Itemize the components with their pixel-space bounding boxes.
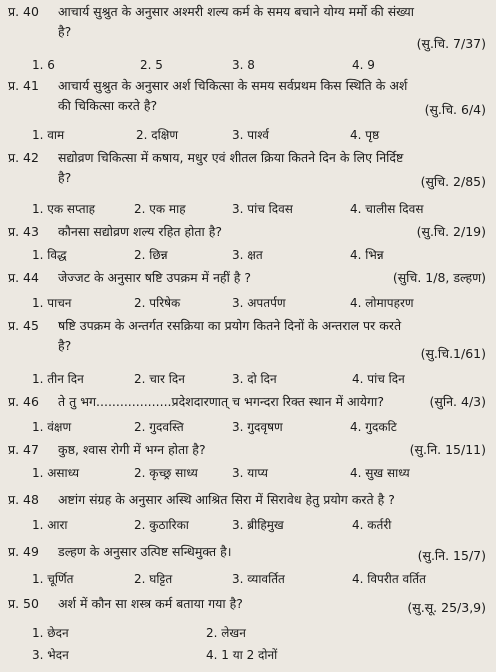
- options-row: [0, 516, 496, 534]
- option-1[interactable]: 1. चूर्णित: [32, 572, 74, 586]
- question-reference: (सुनि. 4/3): [429, 394, 486, 409]
- question-text: षष्टि उपक्रम के अन्तर्गत रसक्रिया का प्रयोग कितने दिनों के अन्तराल पर करते है?: [58, 318, 402, 353]
- option-3[interactable]: 3. क्षत: [232, 248, 263, 262]
- question-reference: (सुचि. 1/8, डल्हण): [392, 270, 486, 285]
- option-4[interactable]: 4. सुख साध्य: [350, 466, 410, 480]
- option-4[interactable]: 4. भिन्न: [350, 248, 384, 262]
- option-3[interactable]: 3. ब्रीहिमुख: [232, 518, 284, 532]
- question-reference: (सु.चि.1/61): [420, 346, 486, 361]
- option-4[interactable]: 4. कर्तरी: [352, 518, 392, 532]
- question-number: प्र. 50: [8, 596, 39, 611]
- option-2[interactable]: 2. कृच्छ्र साध्य: [134, 466, 198, 480]
- question-reference: (सु.चि. 6/4): [424, 102, 486, 117]
- option-2[interactable]: 2. एक माह: [134, 202, 186, 216]
- question-reference: (सु.नि. 15/11): [409, 442, 486, 457]
- option-1[interactable]: 1. वाम: [32, 128, 65, 142]
- option-4[interactable]: 4. गुदकटि: [350, 420, 397, 434]
- question-text: कुष्ठ, श्वास रोगी में भग्न होता है?: [58, 442, 206, 457]
- option-3[interactable]: 3. 8: [232, 58, 255, 72]
- question-number: प्र. 44: [8, 270, 39, 285]
- option-1[interactable]: 1. विद्ध: [32, 248, 67, 262]
- question-reference: (सुचि. 2/85): [420, 174, 486, 189]
- option-1[interactable]: 1. तीन दिन: [32, 372, 84, 386]
- option-1[interactable]: 1. वंक्षण: [32, 420, 72, 434]
- options-row: [0, 58, 496, 76]
- option-4[interactable]: 4. विपरीत वर्तित: [352, 572, 426, 586]
- options-row: [0, 126, 496, 144]
- option-2[interactable]: 2. कुठारिका: [134, 518, 189, 532]
- option-3[interactable]: 3. याप्य: [232, 466, 268, 480]
- option-4[interactable]: 4. पांच दिन: [352, 372, 405, 386]
- option-3[interactable]: 3. भेदन: [32, 648, 69, 662]
- option-4[interactable]: 4. चालीस दिवस: [350, 202, 424, 216]
- question-text: जेज्जट के अनुसार षष्टि उपक्रम में नहीं है ?: [58, 270, 252, 285]
- question-number: प्र. 46: [8, 394, 39, 409]
- options-row: [0, 294, 496, 312]
- option-1[interactable]: 1. एक सप्ताह: [32, 202, 96, 216]
- option-1[interactable]: 1. पाचन: [32, 296, 72, 310]
- question-reference: (सु.सू. 25/3,9): [407, 600, 486, 615]
- option-2[interactable]: 2. दक्षिण: [136, 128, 179, 142]
- option-4[interactable]: 4. पृष्ठ: [350, 128, 380, 142]
- option-1[interactable]: 1. छेदन: [32, 626, 69, 640]
- option-2[interactable]: 2. लेखन: [206, 626, 246, 640]
- options-row: [0, 200, 496, 218]
- options-row: [0, 246, 496, 264]
- options-row: [0, 418, 496, 436]
- option-2[interactable]: 2. गुदवस्ति: [134, 420, 184, 434]
- option-3[interactable]: 3. गुदवृषण: [232, 420, 283, 434]
- options-row: [0, 370, 496, 388]
- option-2[interactable]: 2. 5: [140, 58, 163, 72]
- option-4[interactable]: 4. 9: [352, 58, 375, 72]
- question-text: डल्हण के अनुसार उत्पिष्ट सन्धिमुक्त है।: [58, 544, 232, 559]
- options-row: [0, 464, 496, 482]
- question-text: अष्टांग संग्रह के अनुसार अस्थि आश्रित सिरा में सिरावेध हेतु प्रयोग करते है ?: [58, 492, 395, 507]
- question-text: अर्श में कौन सा शस्त्र कर्म बताया गया है?: [58, 596, 243, 611]
- question-reference: (सु.नि. 15/7): [417, 548, 486, 563]
- question-text: ते तु भग...................प्रदेशदारणात् च भगन्दरा रिक्त स्थान में आयेगा?: [58, 394, 384, 409]
- question-number: प्र. 48: [8, 492, 39, 507]
- options-row: [0, 570, 496, 588]
- question-number: प्र. 49: [8, 544, 39, 559]
- question-reference: (सु.चि. 7/37): [416, 36, 486, 51]
- option-3[interactable]: 3. अपतर्पण: [232, 296, 286, 310]
- options-row: [0, 646, 496, 664]
- option-2[interactable]: 2. घट्टित: [134, 572, 173, 586]
- option-1[interactable]: 1. आरा: [32, 518, 68, 532]
- option-1[interactable]: 1. 6: [32, 58, 55, 72]
- option-3[interactable]: 3. पार्श्व: [232, 128, 269, 142]
- question-text: आचार्य सुश्रुत के अनुसार अर्श चिकित्सा के समय सर्वप्रथम किस स्थिति के अर्श की चिकित्सा करते है?: [58, 78, 408, 113]
- option-3[interactable]: 3. पांच दिवस: [232, 202, 293, 216]
- option-4[interactable]: 4. 1 या 2 दोनों: [206, 648, 278, 662]
- question-reference: (सु.चि. 2/19): [416, 224, 486, 239]
- option-3[interactable]: 3. व्यावर्तित: [232, 572, 285, 586]
- question-number: प्र. 42: [8, 150, 39, 165]
- question-number: प्र. 40: [8, 4, 39, 19]
- question-text: कौनसा सद्योव्रण शल्य रहित होता है?: [58, 224, 222, 239]
- question-number: प्र. 43: [8, 224, 39, 239]
- question-text: आचार्य सुश्रुत के अनुसार अश्मरी शल्य कर्म के समय बचाने योग्य मर्मो की संख्या है?: [58, 4, 414, 39]
- options-row: [0, 624, 496, 642]
- option-2[interactable]: 2. छिन्न: [134, 248, 168, 262]
- option-2[interactable]: 2. परिषेक: [134, 296, 181, 310]
- option-1[interactable]: 1. असाध्य: [32, 466, 80, 480]
- option-4[interactable]: 4. लोमापहरण: [350, 296, 414, 310]
- question-number: प्र. 47: [8, 442, 39, 457]
- option-3[interactable]: 3. दो दिन: [232, 372, 277, 386]
- question-number: प्र. 41: [8, 78, 39, 93]
- option-2[interactable]: 2. चार दिन: [134, 372, 185, 386]
- question-text: सद्योव्रण चिकित्सा में कषाय, मधुर एवं शीतल क्रिया कितने दिन के लिए निर्दिष्ट है?: [58, 150, 404, 185]
- question-number: प्र. 45: [8, 318, 39, 333]
